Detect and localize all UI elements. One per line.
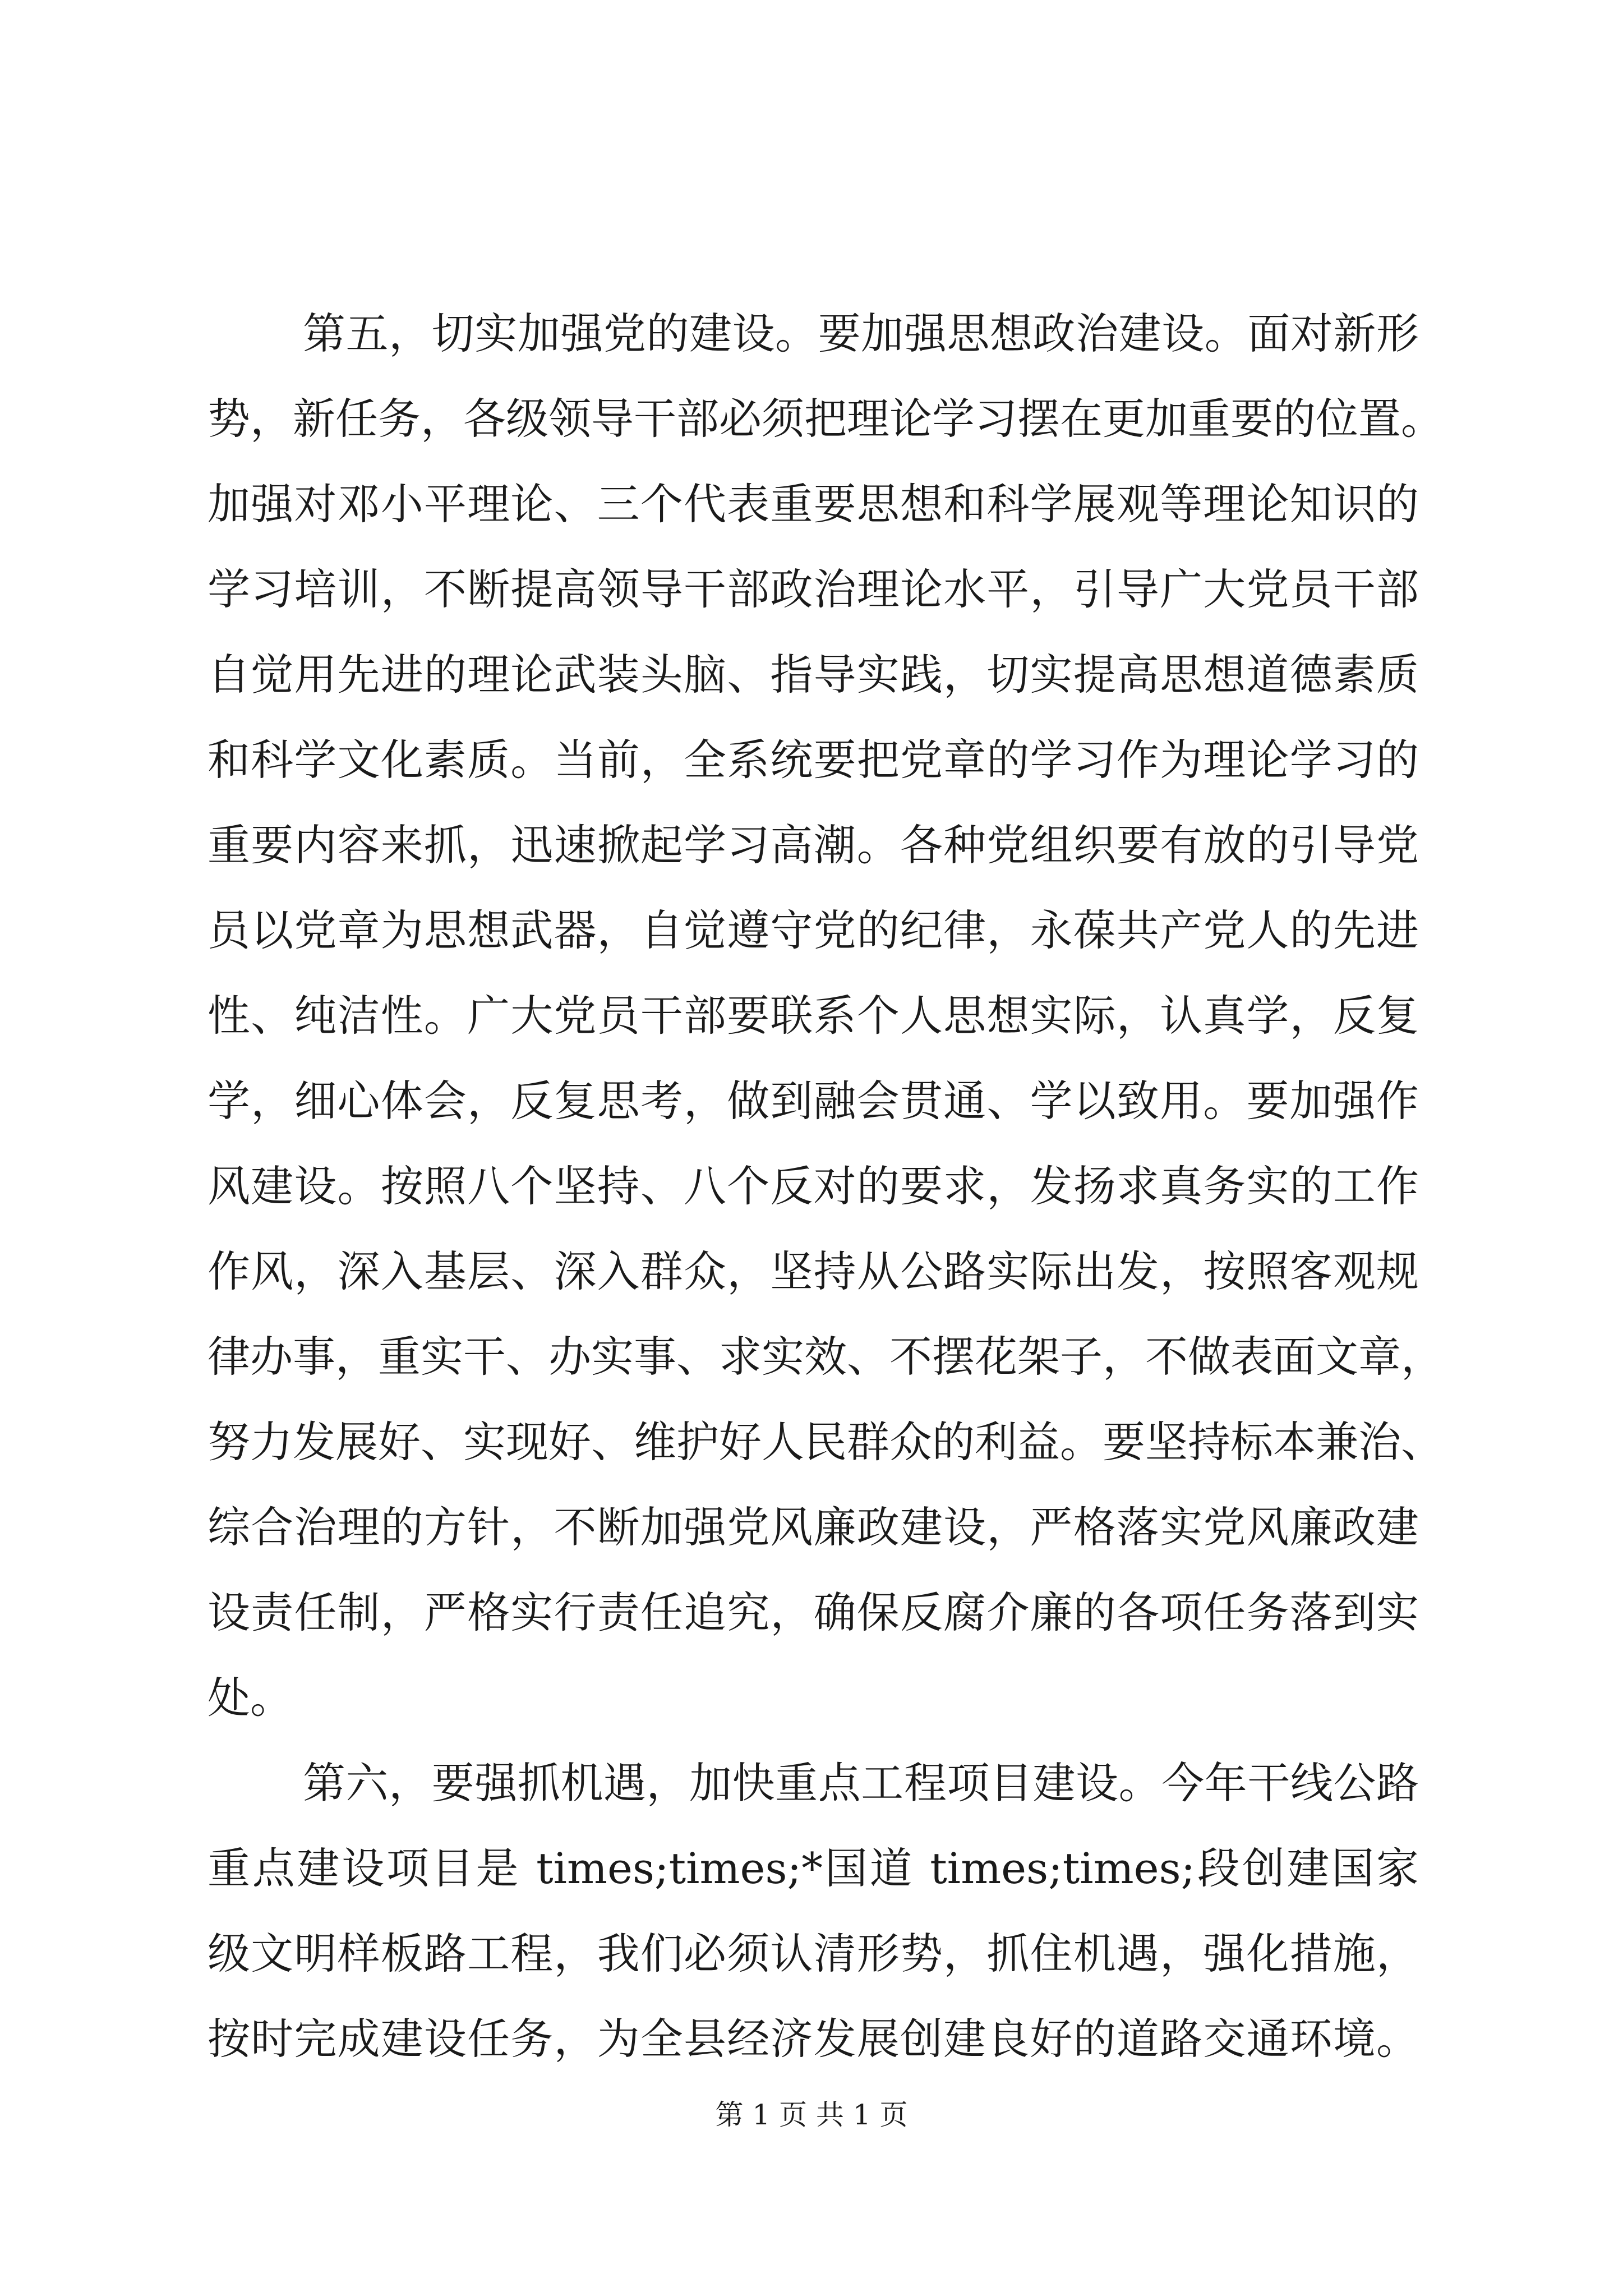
paragraph-2-line-3: 级文明样板路工程，我们必须认清形势，抓住机遇，强化措施， xyxy=(208,1929,1419,1978)
paragraph-1-line-16: 设责任制，严格实行责任追究，确保反腐介廉的各项任务落到实 xyxy=(208,1588,1419,1637)
paragraph-1-line-3: 加强对邓小平理论、三个代表重要思想和科学展观等理论知识的 xyxy=(208,479,1419,529)
paragraph-1-line-5: 自觉用先进的理论武装头脑、指导实践，切实提高思想道德素质 xyxy=(208,650,1419,700)
paragraph-1-line-11: 风建设。按照八个坚持、八个反对的要求，发扬求真务实的工作 xyxy=(208,1161,1419,1211)
paragraph-1-line-10: 学，细心体会，反复思考，做到融会贯通、学以致用。要加强作 xyxy=(208,1076,1419,1126)
paragraph-1-line-12: 作风，深入基层、深入群众，坚持从公路实际出发，按照客观规 xyxy=(208,1246,1419,1296)
paragraph-1-line-2: 势，新任务，各级领导干部必须把理论学习摆在更加重要的位置。 xyxy=(208,394,1444,444)
paragraph-1-line-13: 律办事，重实干、办实事、求实效、不摆花架子，不做表面文章， xyxy=(208,1332,1444,1382)
paragraph-1-line-14: 努力发展好、实现好、维护好人民群众的利益。要坚持标本兼治、 xyxy=(208,1417,1444,1467)
paragraph-2-line-1: 第六，要强抓机遇，加快重点工程项目建设。今年干线公路 xyxy=(303,1758,1419,1808)
paragraph-1-line-8: 员以党章为思想武器，自觉遵守党的纪律，永葆共产党人的先进 xyxy=(208,905,1419,955)
paragraph-1-line-9: 性、纯洁性。广大党员干部要联系个人思想实际，认真学，反复 xyxy=(208,991,1419,1041)
page-number-footer: 第 1 页 共 1 页 xyxy=(715,2099,908,2131)
paragraph-1-line-4: 学习培训，不断提高领导干部政治理论水平，引导广大党员干部 xyxy=(208,564,1419,614)
paragraph-1-line-7: 重要内容来抓，迅速掀起学习高潮。各种党组织要有放的引导党 xyxy=(208,820,1419,870)
paragraph-1-line-1: 第五，切实加强党的建设。要加强思想政治建设。面对新形 xyxy=(303,309,1419,358)
paragraph-1-line-17: 处。 xyxy=(208,1673,293,1723)
paragraph-2-line-2: 重点建设项目是 times;times;*国道 times;times;段创建国家 xyxy=(208,1843,1419,1893)
paragraph-1-line-6: 和科学文化素质。当前，全系统要把党章的学习作为理论学习的 xyxy=(208,735,1419,785)
paragraph-2-line-4: 按时完成建设任务，为全县经济发展创建良好的道路交通环境。 xyxy=(208,2014,1419,2064)
paragraph-1-line-15: 综合治理的方针，不断加强党风廉政建设，严格落实党风廉政建 xyxy=(208,1502,1419,1552)
